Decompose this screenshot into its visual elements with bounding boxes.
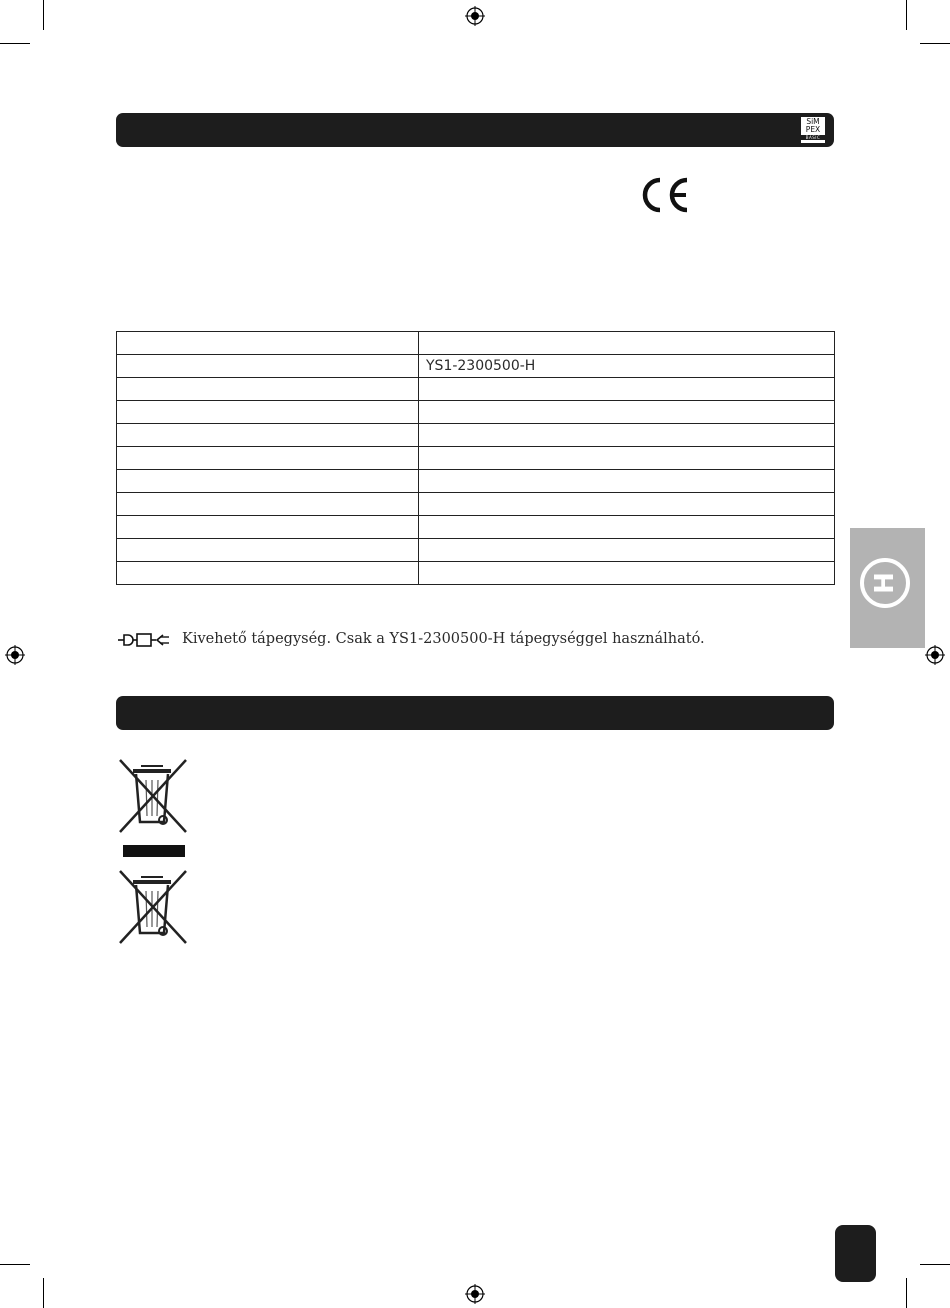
crossed-bin-icon bbox=[116, 756, 190, 834]
spec-value-cell: YS1-2300500-H bbox=[419, 355, 835, 378]
table-row bbox=[117, 401, 835, 424]
table-row bbox=[117, 355, 835, 378]
spec-label-cell bbox=[117, 562, 419, 585]
section-header-bar bbox=[116, 696, 834, 730]
spec-value-cell bbox=[419, 332, 835, 355]
spec-label-cell bbox=[117, 332, 419, 355]
spec-label-cell bbox=[117, 493, 419, 516]
crossed-bin-icon bbox=[116, 867, 190, 945]
brand-logo-line1: SiM bbox=[806, 117, 820, 126]
crop-mark bbox=[906, 0, 907, 30]
brand-logo-line3: BASIC bbox=[801, 135, 825, 140]
spec-label-cell bbox=[117, 516, 419, 539]
spec-value-cell bbox=[419, 539, 835, 562]
section-header-bar bbox=[116, 113, 834, 147]
crop-mark bbox=[43, 0, 44, 30]
bin-underline-bar bbox=[123, 845, 185, 857]
brand-logo bbox=[800, 116, 826, 144]
spec-label-cell bbox=[117, 447, 419, 470]
crop-mark bbox=[0, 1264, 30, 1265]
spec-label-cell bbox=[117, 401, 419, 424]
language-tab-letter: H bbox=[869, 572, 900, 594]
brand-logo-line2: PEX bbox=[805, 125, 821, 134]
spec-label-cell bbox=[117, 424, 419, 447]
spec-value-cell bbox=[419, 470, 835, 493]
power-supply-icon bbox=[117, 632, 171, 648]
table-row bbox=[117, 516, 835, 539]
spec-value-cell bbox=[419, 493, 835, 516]
page-number-box bbox=[835, 1225, 876, 1282]
table-row bbox=[117, 470, 835, 493]
spec-value-cell bbox=[419, 447, 835, 470]
table-row bbox=[117, 562, 835, 585]
registration-mark-icon bbox=[925, 645, 945, 665]
spec-label-cell bbox=[117, 539, 419, 562]
spec-value-cell bbox=[419, 516, 835, 539]
spec-label-cell bbox=[117, 378, 419, 401]
language-tab bbox=[850, 528, 925, 648]
language-tab-circle bbox=[860, 558, 910, 608]
power-supply-note: Kivehető tápegység. Csak a YS1-2300500-H tápegységgel használható. bbox=[182, 631, 705, 647]
spec-value-cell bbox=[419, 378, 835, 401]
registration-mark-icon bbox=[5, 645, 25, 665]
registration-mark-icon bbox=[465, 6, 485, 26]
crop-mark bbox=[906, 1278, 907, 1308]
spec-label-cell bbox=[117, 470, 419, 493]
table-row bbox=[117, 447, 835, 470]
crop-mark bbox=[43, 1278, 44, 1308]
table-row bbox=[117, 493, 835, 516]
table-row bbox=[117, 378, 835, 401]
spec-value-cell bbox=[419, 562, 835, 585]
crop-mark bbox=[920, 1264, 950, 1265]
table-row bbox=[117, 424, 835, 447]
table-row bbox=[117, 539, 835, 562]
table-row bbox=[117, 332, 835, 355]
spec-value-cell bbox=[419, 401, 835, 424]
registration-mark-icon bbox=[465, 1284, 485, 1304]
specs-table bbox=[116, 331, 835, 585]
spec-label-cell bbox=[117, 355, 419, 378]
crop-mark bbox=[920, 43, 950, 44]
spec-value-cell bbox=[419, 424, 835, 447]
crop-mark bbox=[0, 43, 30, 44]
ce-mark-icon bbox=[638, 176, 692, 214]
